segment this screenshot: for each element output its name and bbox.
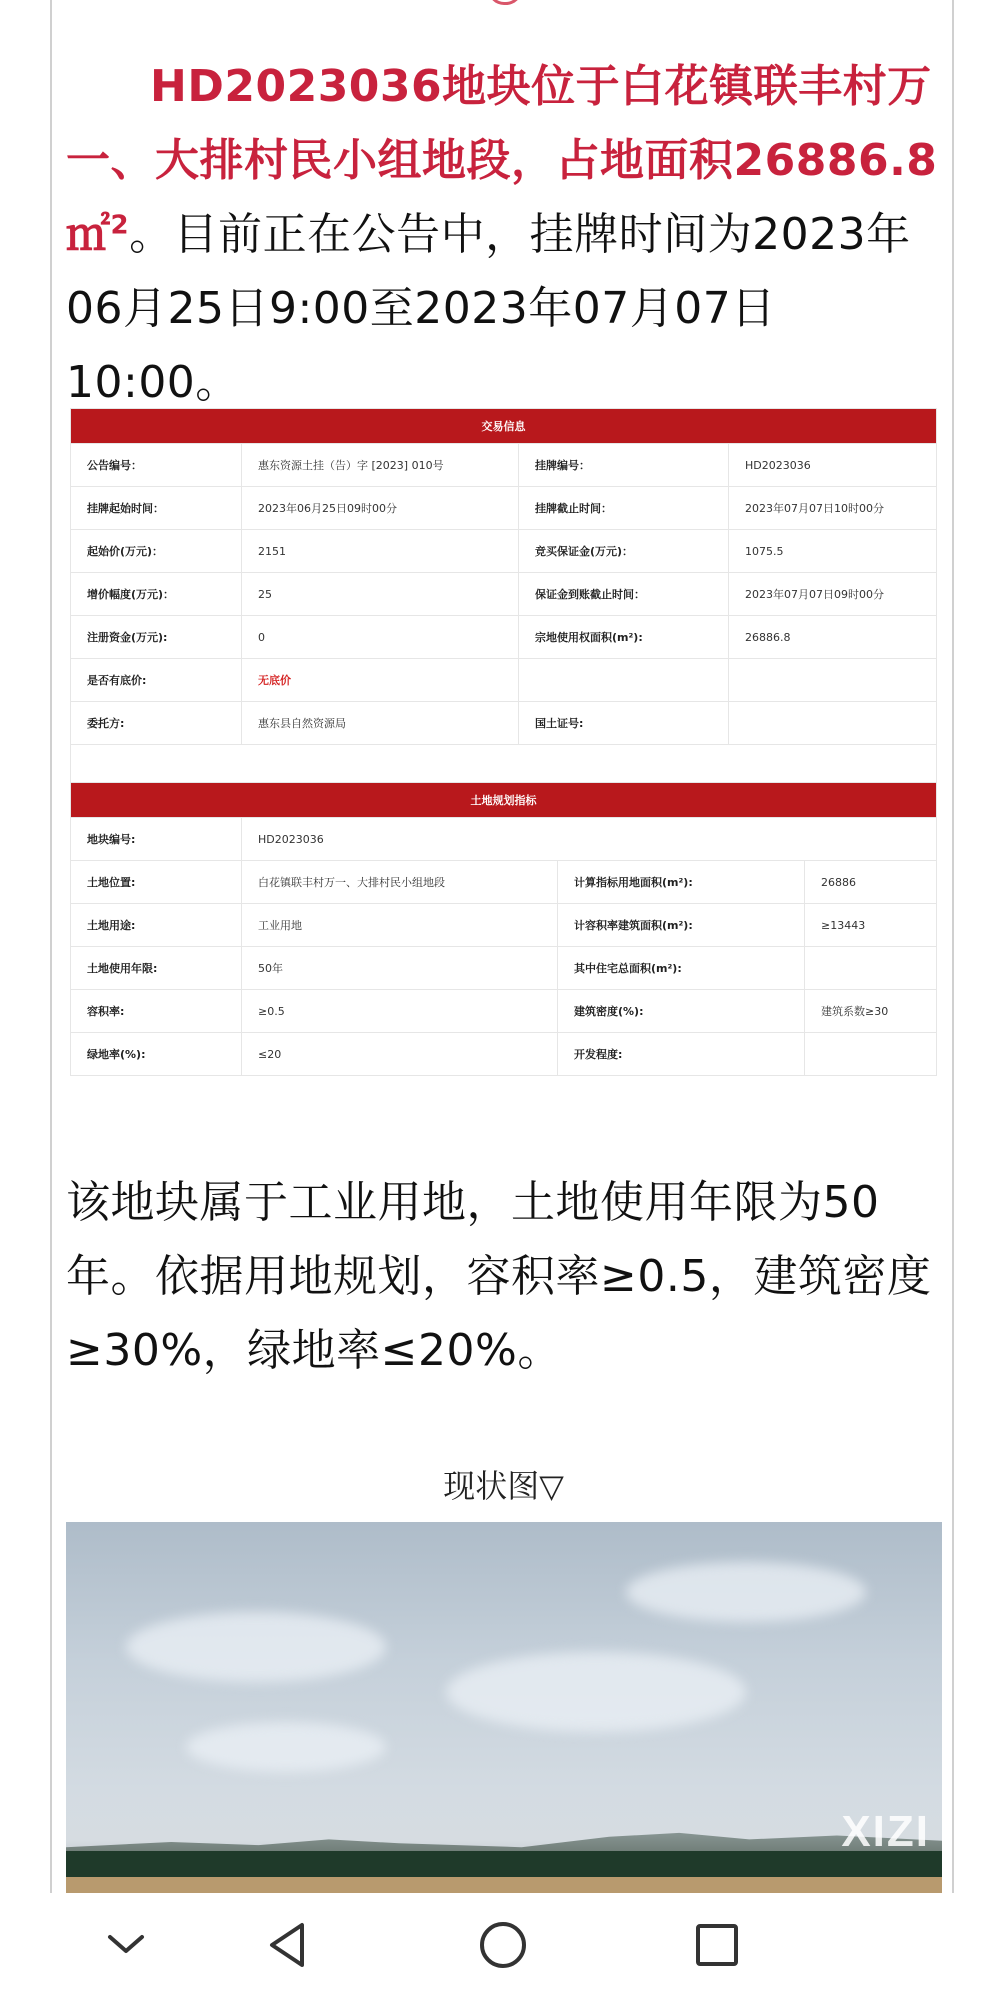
collapse-chevron-icon[interactable]: [96, 1915, 156, 1975]
cell-value: 建筑系数≥30: [805, 990, 937, 1033]
cell-value: 惠东县自然资源局: [242, 702, 519, 745]
cell-value: HD2023036: [242, 818, 937, 861]
cell-key: 宗地使用权面积(m²):: [519, 616, 729, 659]
cell-key: 土地位置:: [71, 861, 242, 904]
cell-value: 25: [242, 573, 519, 616]
cell-value: 惠东资源土挂（告）字 [2023] 010号: [242, 444, 519, 487]
recents-square-icon[interactable]: [687, 1915, 747, 1975]
table-row: [71, 1033, 937, 1076]
cell-key: 计容积率建筑面积(m²):: [558, 904, 805, 947]
intro-rest: 。目前正在公告中，挂牌时间为2023年06月25日9:00至2023年07月07日10:00。: [66, 209, 911, 408]
cell-value: [805, 947, 937, 990]
cell-value: 2023年07月07日10时00分: [729, 487, 937, 530]
table-row: [71, 659, 937, 702]
table-row: [71, 861, 937, 904]
photo-caption: 现状图▽: [443, 1467, 564, 1505]
cell-key: 容积率:: [71, 990, 242, 1033]
cell-key: 开发程度:: [558, 1033, 805, 1076]
site-photo[interactable]: [66, 1522, 942, 1893]
cell-value: 50年: [242, 947, 558, 990]
reserve-price-value: 无底价: [242, 659, 519, 702]
cell-key: 土地用途:: [71, 904, 242, 947]
area-superscript: 2: [110, 210, 130, 241]
cell-value: 2151: [242, 530, 519, 573]
cell-value: ≥13443: [805, 904, 937, 947]
cell-key: 委托方:: [71, 702, 242, 745]
table-row: [71, 487, 937, 530]
table-row: [71, 702, 937, 745]
cell-key: 挂牌截止时间：: [519, 487, 729, 530]
cell-key: 地块编号:: [71, 818, 242, 861]
cell-key: 建筑密度(%):: [558, 990, 805, 1033]
cell-key: 计算指标用地面积(m²):: [558, 861, 805, 904]
watermark-logo: XIZI: [841, 1807, 930, 1856]
home-circle-icon[interactable]: [473, 1915, 533, 1975]
table-row: [71, 990, 937, 1033]
cell-value: [729, 659, 937, 702]
cell-key: 挂牌起始时间：: [71, 487, 242, 530]
cell-value: 2023年06月25日09时00分: [242, 487, 519, 530]
cell-key: 其中住宅总面积(m²):: [558, 947, 805, 990]
cell-key: 绿地率(%):: [71, 1033, 242, 1076]
trade-table-title: 交易信息: [71, 409, 937, 444]
cell-value: 2023年07月07日09时00分: [729, 573, 937, 616]
table-row: [71, 818, 937, 861]
cell-value: 白花镇联丰村万一、大排村民小组地段: [242, 861, 558, 904]
summary-paragraph: 该地块属于工业用地，土地使用年限为50年。依据用地规划，容积率≥0.5，建筑密度≥30%，绿地率≤20%。: [66, 1177, 932, 1376]
cell-value: [729, 702, 937, 745]
cell-value: 工业用地: [242, 904, 558, 947]
land-plan-table: [70, 782, 937, 1076]
table-row: [71, 444, 937, 487]
intro-paragraph: [66, 50, 942, 420]
cell-key: 是否有底价:: [71, 659, 242, 702]
cell-value: ≤20: [242, 1033, 558, 1076]
cell-key: 土地使用年限:: [71, 947, 242, 990]
cell-value: 0: [242, 616, 519, 659]
cell-value: 26886: [805, 861, 937, 904]
table-row: [71, 947, 937, 990]
cell-value: 26886.8: [729, 616, 937, 659]
plan-table-title: 土地规划指标: [71, 783, 937, 818]
table-row: [71, 616, 937, 659]
back-triangle-icon[interactable]: [258, 1915, 318, 1975]
cell-value: [805, 1033, 937, 1076]
cell-value: HD2023036: [729, 444, 937, 487]
cell-key: 公告编号：: [71, 444, 242, 487]
cell-key: 挂牌编号：: [519, 444, 729, 487]
table-row: [71, 573, 937, 616]
cell-key: 国土证号:: [519, 702, 729, 745]
cell-key: 增价幅度(万元)：: [71, 573, 242, 616]
table-row: [71, 904, 937, 947]
trade-info-table: [70, 408, 937, 788]
system-navigation-bar: [0, 1893, 1007, 2000]
cell-key: [519, 659, 729, 702]
intro-highlight: HD2023036地块位于白花镇联丰村万一、大排村民小组地段，占地面积26886.8㎡: [66, 61, 938, 260]
cell-key: 注册资金(万元):: [71, 616, 242, 659]
table-row: [71, 530, 937, 573]
cell-key: 保证金到账截止时间：: [519, 573, 729, 616]
cell-key: 竞买保证金(万元)：: [519, 530, 729, 573]
cell-key: 起始价(万元)：: [71, 530, 242, 573]
cell-value: ≥0.5: [242, 990, 558, 1033]
cell-value: 1075.5: [729, 530, 937, 573]
